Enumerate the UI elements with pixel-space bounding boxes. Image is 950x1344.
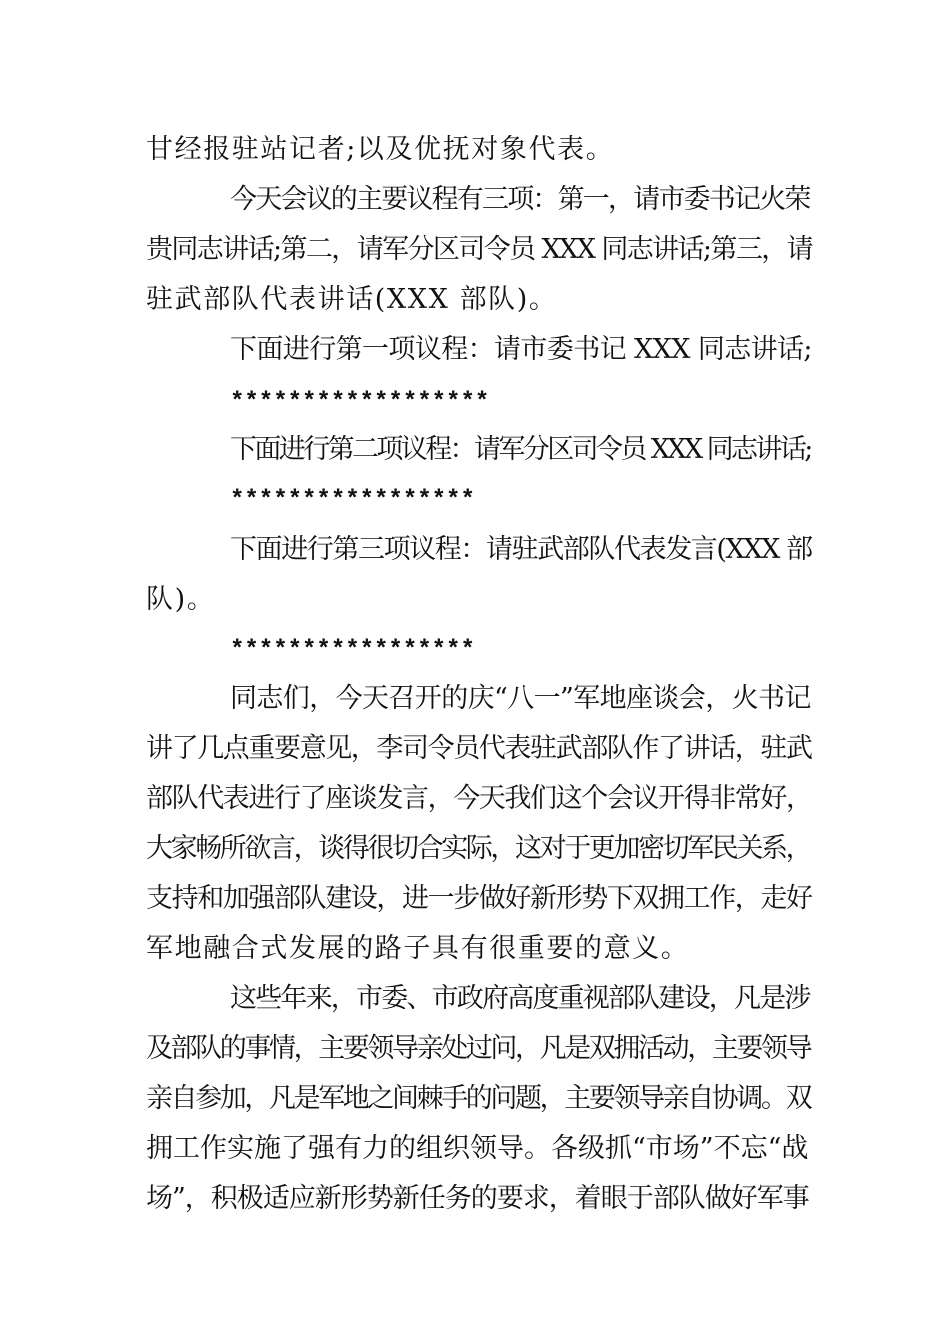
text-line: 贵同志讲话;第二，请军分区司令员 XXX 同志讲话;第三，请 [146, 234, 813, 265]
text-line: 这些年来，市委、市政府高度重视部队建设，凡是涉 [230, 983, 810, 1014]
separator-stars: ***************** [230, 637, 475, 664]
text-line: 驻武部队代表讲话(XXX 部队)。 [146, 284, 558, 315]
separator-stars: ***************** [230, 487, 475, 514]
text-line: 军地融合式发展的路子具有很重要的意义。 [146, 933, 690, 964]
text-line: 下面进行第一项议程：请市委书记 XXX 同志讲话; [230, 334, 812, 365]
separator-stars: ****************** [230, 389, 490, 416]
text-line: 队)。 [146, 584, 216, 615]
text-line: 同志们，今天召开的庆“八一”军地座谈会，火书记 [230, 683, 811, 714]
text-line: 及部队的事情，主要领导亲处过问，凡是双拥活动，主要领导 [146, 1033, 811, 1064]
text-line: 甘经报驻站记者;以及优抚对象代表。 [146, 134, 615, 165]
text-line: 今天会议的主要议程有三项：第一，请市委书记火荣 [230, 184, 810, 215]
text-line: 场”，积极适应新形势新任务的要求，着眼于部队做好军事 [146, 1183, 809, 1214]
text-line: 拥工作实施了强有力的组织领导。各级抓“市场”不忘“战 [146, 1133, 809, 1164]
text-line: 亲自参加，凡是军地之间棘手的问题，主要领导亲自协调。双 [146, 1083, 811, 1114]
text-line: 大家畅所欲言，谈得很切合实际，这对于更加密切军民关系， [146, 833, 811, 864]
text-line: 下面进行第二项议程：请军分区司令员 XXX 同志讲话; [230, 434, 811, 465]
text-line: 支持和加强部队建设，进一步做好新形势下双拥工作，走好 [146, 883, 812, 914]
text-line: 讲了几点重要意见，李司令员代表驻武部队作了讲话，驻武 [146, 733, 812, 764]
text-line: 下面进行第三项议程：请驻武部队代表发言(XXX 部 [230, 534, 812, 565]
text-line: 部队代表进行了座谈发言，今天我们这个会议开得非常好， [146, 783, 812, 814]
